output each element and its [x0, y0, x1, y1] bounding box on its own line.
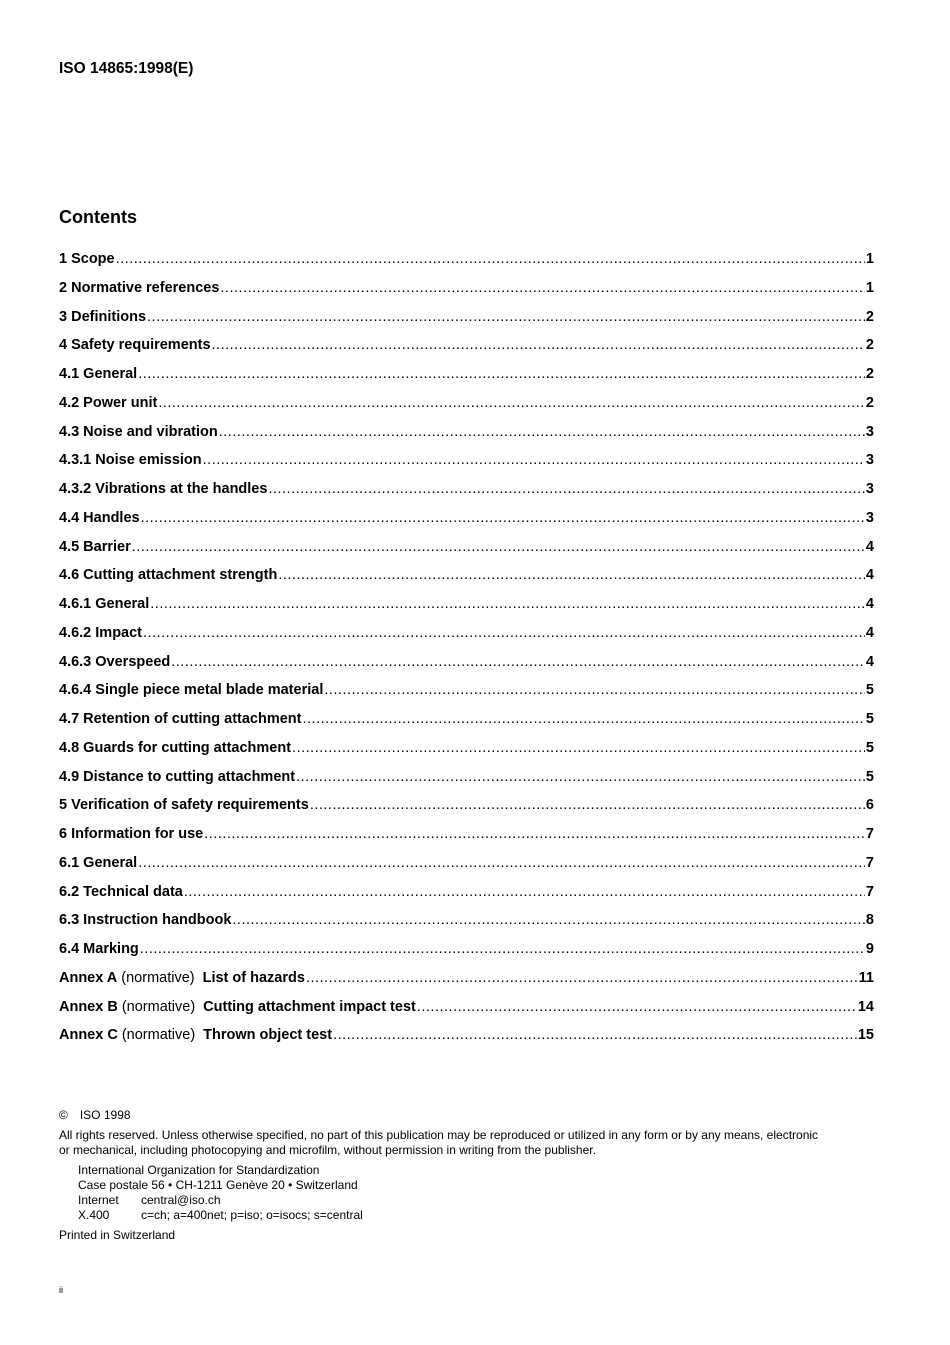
toc-entry-label: 4 Safety requirements	[59, 337, 211, 354]
toc-entry-page: 3	[865, 509, 874, 526]
toc-entry-label: 4.6.1 General	[59, 596, 150, 612]
annex-id: Annex C	[59, 1027, 118, 1044]
toc-entry-page: 7	[865, 883, 874, 900]
toc-leader-dots	[219, 424, 865, 440]
toc-entry[interactable]	[59, 424, 874, 453]
toc-entry-label: 2 Normative references	[59, 279, 220, 296]
toc-leader-dots	[204, 826, 865, 842]
toc-entry[interactable]	[59, 711, 874, 740]
toc-entry-page: 3	[865, 423, 874, 440]
toc-entry[interactable]	[59, 481, 874, 510]
toc-leader-dots	[184, 884, 865, 900]
toc-entry[interactable]	[59, 539, 874, 568]
toc-entry-page: 4	[865, 653, 874, 670]
toc-entry[interactable]	[59, 740, 874, 769]
toc-entry[interactable]	[59, 452, 874, 481]
toc-entry[interactable]	[59, 280, 874, 309]
toc-entry-page: 4	[865, 538, 874, 555]
toc-leader-dots	[141, 510, 865, 526]
toc-entry-label: 4.1 General	[59, 366, 138, 382]
toc-entry-page: 3	[865, 481, 874, 497]
toc-entry-label: 4.6 Cutting attachment strength	[59, 567, 278, 584]
toc-entry-page: 1	[865, 279, 874, 296]
toc-entry[interactable]	[59, 309, 874, 338]
x400-value: c=ch; a=400net; p=iso; o=isocs; s=central	[141, 1208, 363, 1222]
toc-leader-dots	[116, 251, 865, 267]
rights-statement	[59, 1128, 879, 1158]
toc-entry[interactable]	[59, 567, 874, 596]
toc-entry[interactable]	[59, 855, 874, 884]
toc-entry[interactable]	[59, 654, 874, 683]
toc-entry-label: 4.3.2 Vibrations at the handles	[59, 481, 268, 497]
toc-entry-page: 6	[865, 797, 874, 814]
toc-leader-dots	[147, 309, 865, 325]
printed-location: Printed in Switzerland	[59, 1228, 176, 1242]
annex-id: Annex B	[59, 998, 118, 1015]
toc-entry-label: 4.3 Noise and vibration	[59, 423, 218, 440]
toc-entry[interactable]	[59, 251, 874, 280]
toc-entry[interactable]	[59, 826, 874, 855]
annex-id: Annex A	[59, 969, 118, 986]
toc-entry-label: 4.8 Guards for cutting attachment	[59, 739, 292, 756]
toc-entry-label: 6 Information for use	[59, 826, 204, 842]
annex-title: Cutting attachment impact test	[203, 998, 416, 1015]
toc-leader-dots	[333, 1027, 857, 1043]
toc-entry[interactable]	[59, 337, 874, 366]
toc-leader-dots	[132, 539, 865, 555]
toc-annex-label	[59, 999, 416, 1015]
toc-leader-dots	[138, 855, 865, 871]
toc-entry-page: 2	[865, 308, 874, 325]
toc-entry-page: 5	[865, 739, 874, 756]
toc-entry-label: 4.3.1 Noise emission	[59, 452, 202, 469]
toc-entry-label: 6.2 Technical data	[59, 883, 183, 900]
toc-annex-label	[59, 1027, 332, 1043]
toc-entry[interactable]	[59, 769, 874, 798]
toc-entry-label: 5 Verification of safety requirements	[59, 797, 309, 814]
toc-annex-entry[interactable]	[59, 999, 874, 1028]
org-name: International Organization for Standardization	[78, 1163, 320, 1177]
toc-leader-dots	[417, 999, 857, 1015]
toc-entry[interactable]	[59, 884, 874, 913]
toc-entry-page: 4	[865, 596, 874, 612]
toc-entry-label: 4.6.2 Impact	[59, 624, 143, 641]
toc-entry[interactable]	[59, 395, 874, 424]
toc-entry-label: 4.6.3 Overspeed	[59, 653, 171, 670]
toc-leader-dots	[310, 797, 865, 813]
internet-row	[78, 1193, 879, 1208]
internet-value: central@iso.ch	[141, 1193, 221, 1207]
toc-leader-dots	[268, 481, 864, 497]
toc-entry-page: 4	[865, 624, 874, 641]
contents-heading: Contents	[59, 207, 137, 227]
copyright-notice	[59, 1108, 879, 1123]
toc-leader-dots	[212, 337, 865, 353]
toc-leader-dots	[203, 452, 865, 468]
annex-type: (normative)	[121, 1027, 196, 1044]
toc-entry-page: 15	[857, 1027, 874, 1044]
toc-entry-label: 1 Scope	[59, 251, 115, 267]
toc-annex-label	[59, 970, 305, 986]
rights-line: or mechanical, including photocopying and microfilm, without permission in writing from the publisher.	[59, 1143, 596, 1157]
toc-entry-label: 6.1 General	[59, 854, 138, 871]
toc-entry[interactable]	[59, 912, 874, 941]
copyright-symbol: ©	[59, 1108, 68, 1122]
toc-leader-dots	[171, 654, 865, 670]
toc-entry-page: 2	[865, 337, 874, 354]
toc-entry-label: 4.9 Distance to cutting attachment	[59, 768, 296, 785]
table-of-contents	[59, 251, 874, 1056]
x400-row	[78, 1208, 879, 1223]
toc-entry-page: 9	[865, 941, 874, 957]
toc-entry-page: 7	[865, 854, 874, 871]
annex-type: (normative)	[121, 998, 196, 1015]
toc-entry-label: 6.3 Instruction handbook	[59, 912, 232, 929]
toc-entry-page: 2	[865, 366, 874, 382]
toc-leader-dots	[143, 625, 865, 641]
document-id: ISO 14865:1998(E)	[59, 60, 194, 77]
toc-entry-page: 4	[865, 567, 874, 584]
toc-annex-entry[interactable]	[59, 1027, 874, 1056]
toc-leader-dots	[158, 395, 865, 411]
toc-entry-page: 5	[865, 711, 874, 727]
toc-leader-dots	[292, 740, 865, 756]
toc-entry-label: 4.2 Power unit	[59, 394, 158, 411]
toc-leader-dots	[220, 280, 865, 296]
toc-entry-page: 5	[865, 768, 874, 785]
toc-entry-page: 11	[858, 969, 874, 986]
toc-entry[interactable]	[59, 941, 874, 970]
toc-entry[interactable]	[59, 797, 874, 826]
toc-leader-dots	[324, 682, 865, 698]
toc-entry[interactable]	[59, 596, 874, 625]
toc-entry-page: 5	[865, 682, 874, 699]
toc-entry-page: 2	[865, 394, 874, 411]
toc-entry[interactable]	[59, 625, 874, 654]
annex-type: (normative)	[121, 969, 195, 986]
internet-label: Internet	[78, 1193, 119, 1207]
toc-leader-dots	[232, 912, 865, 928]
copyright-text: ISO 1998	[79, 1108, 131, 1122]
toc-leader-dots	[150, 596, 865, 612]
toc-entry-label: 4.7 Retention of cutting attachment	[59, 711, 302, 727]
rights-line: All rights reserved. Unless otherwise specified, no part of this publication may be reproduced or utilized in any form or by any means, electronic	[59, 1128, 819, 1142]
toc-leader-dots	[138, 366, 865, 382]
toc-entry-page: 3	[865, 452, 874, 469]
toc-entry-label: 4.6.4 Single piece metal blade material	[59, 682, 324, 699]
toc-entry-label: 4.5 Barrier	[59, 538, 131, 555]
toc-entry[interactable]	[59, 682, 874, 711]
toc-annex-entry[interactable]	[59, 970, 874, 999]
toc-entry-page: 14	[857, 998, 874, 1015]
toc-entry-page: 1	[865, 251, 874, 267]
toc-leader-dots	[303, 711, 865, 727]
toc-entry[interactable]	[59, 366, 874, 395]
toc-entry[interactable]	[59, 510, 874, 539]
toc-leader-dots	[140, 941, 865, 957]
toc-entry-label: 3 Definitions	[59, 308, 147, 325]
publisher-address	[78, 1163, 879, 1223]
postal-address: Case postale 56 • CH-1211 Genève 20 • Switzerland	[78, 1178, 358, 1192]
toc-entry-page: 7	[865, 826, 874, 842]
page-number-mark: ii	[59, 1285, 63, 1295]
toc-entry-label: 4.4 Handles	[59, 509, 140, 526]
x400-label: X.400	[78, 1208, 110, 1222]
copyright-block	[59, 1108, 879, 1243]
toc-leader-dots	[306, 970, 858, 986]
annex-title: List of hazards	[202, 969, 305, 986]
toc-entry-label: 6.4 Marking	[59, 941, 139, 957]
toc-leader-dots	[296, 769, 865, 785]
toc-entry-page: 8	[865, 912, 874, 929]
annex-title: Thrown object test	[203, 1027, 333, 1044]
toc-leader-dots	[278, 567, 865, 583]
